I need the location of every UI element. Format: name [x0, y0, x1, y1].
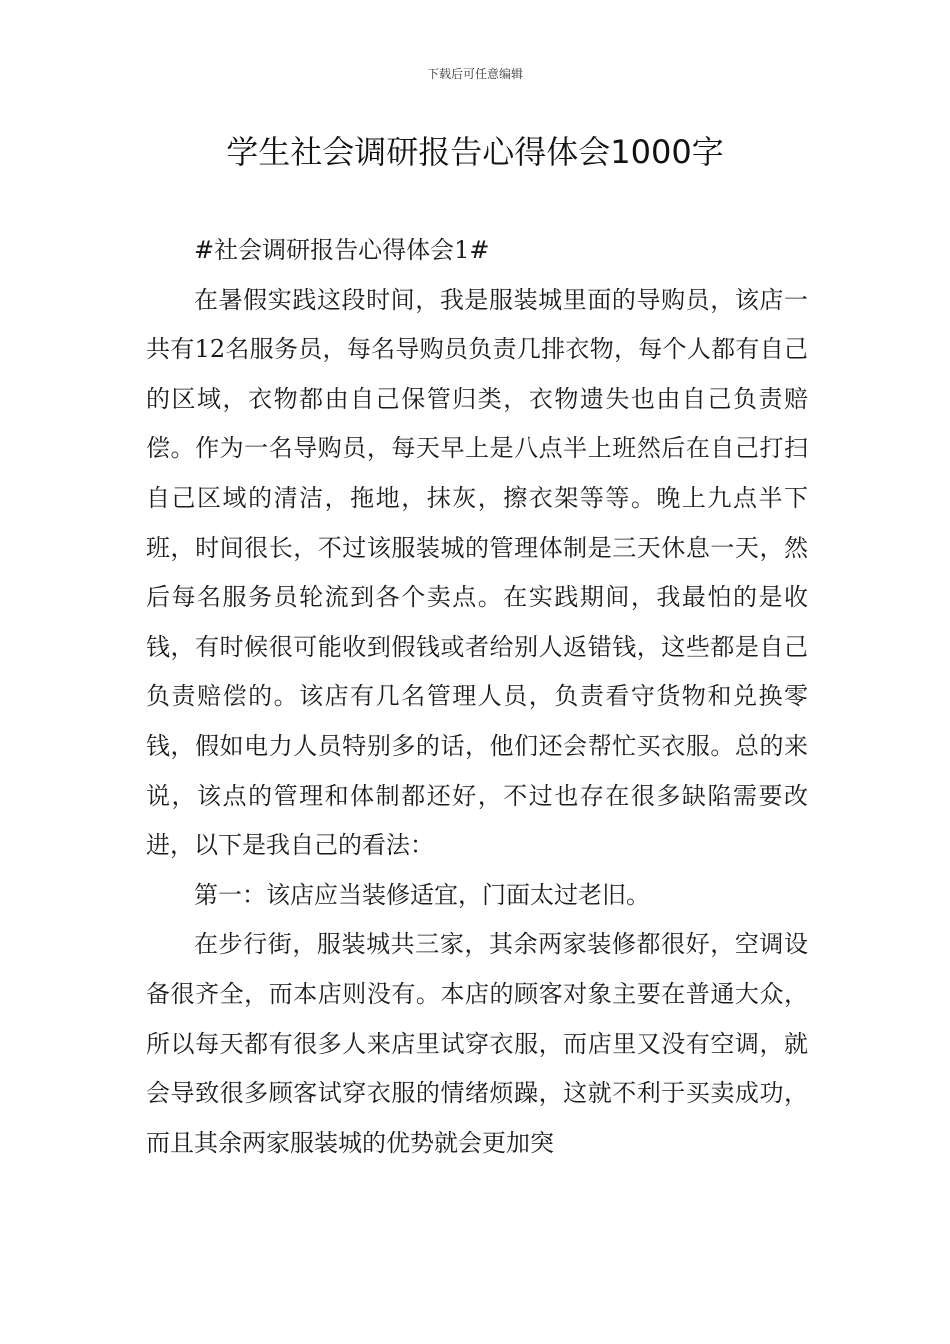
- document-title: 学生社会调研报告心得体会1000字: [226, 133, 724, 171]
- document-body: [146, 226, 808, 1168]
- body-paragraph: 在步行街，服装城共三家，其余两家装修都很好，空调设备很齐全，而本店则没有。本店的顾客对象主要在普通大众，所以每天都有很多人来店里试穿衣服，而店里又没有空调，就会导致很多顾客试穿衣服的情绪烦躁，这就不利于买卖成功，而且其余两家服装城的优势就会更加突: [146, 930, 808, 1157]
- body-paragraph: 第一：该店应当装修适宜，门面太过老旧。: [194, 880, 650, 909]
- body-paragraph: 在暑假实践这段时间，我是服装城里面的导购员，该店一共有12名服务员，每名导购员负责几排衣物，每个人都有自己的区域，衣物都由自己保管归类，衣物遗失也由自己负责赔偿。作为一名导购员，每天早上是八点半上班然后在自己打扫自己区域的清洁，拖地，抹灰，擦衣架等等。晚上九点半下班，时间很长，不过该服装城的管理体制是三天休息一天，然后每名服务员轮流到各个卖点。在实践期间，我最怕的是收钱，有时候很可能收到假钱或者给别人返错钱，这些都是自己负责赔偿的。该店有几名管理人员，负责看守货物和兑换零钱，假如电力人员特别多的话，他们还会帮忙买衣服。总的来说，该点的管理和体制都还好，不过也存在很多缺陷需要改进，以下是我自己的看法：: [146, 285, 808, 860]
- section-heading: #社会调研报告心得体会1#: [194, 236, 490, 264]
- header-note: 下载后可任意编辑: [426, 67, 523, 81]
